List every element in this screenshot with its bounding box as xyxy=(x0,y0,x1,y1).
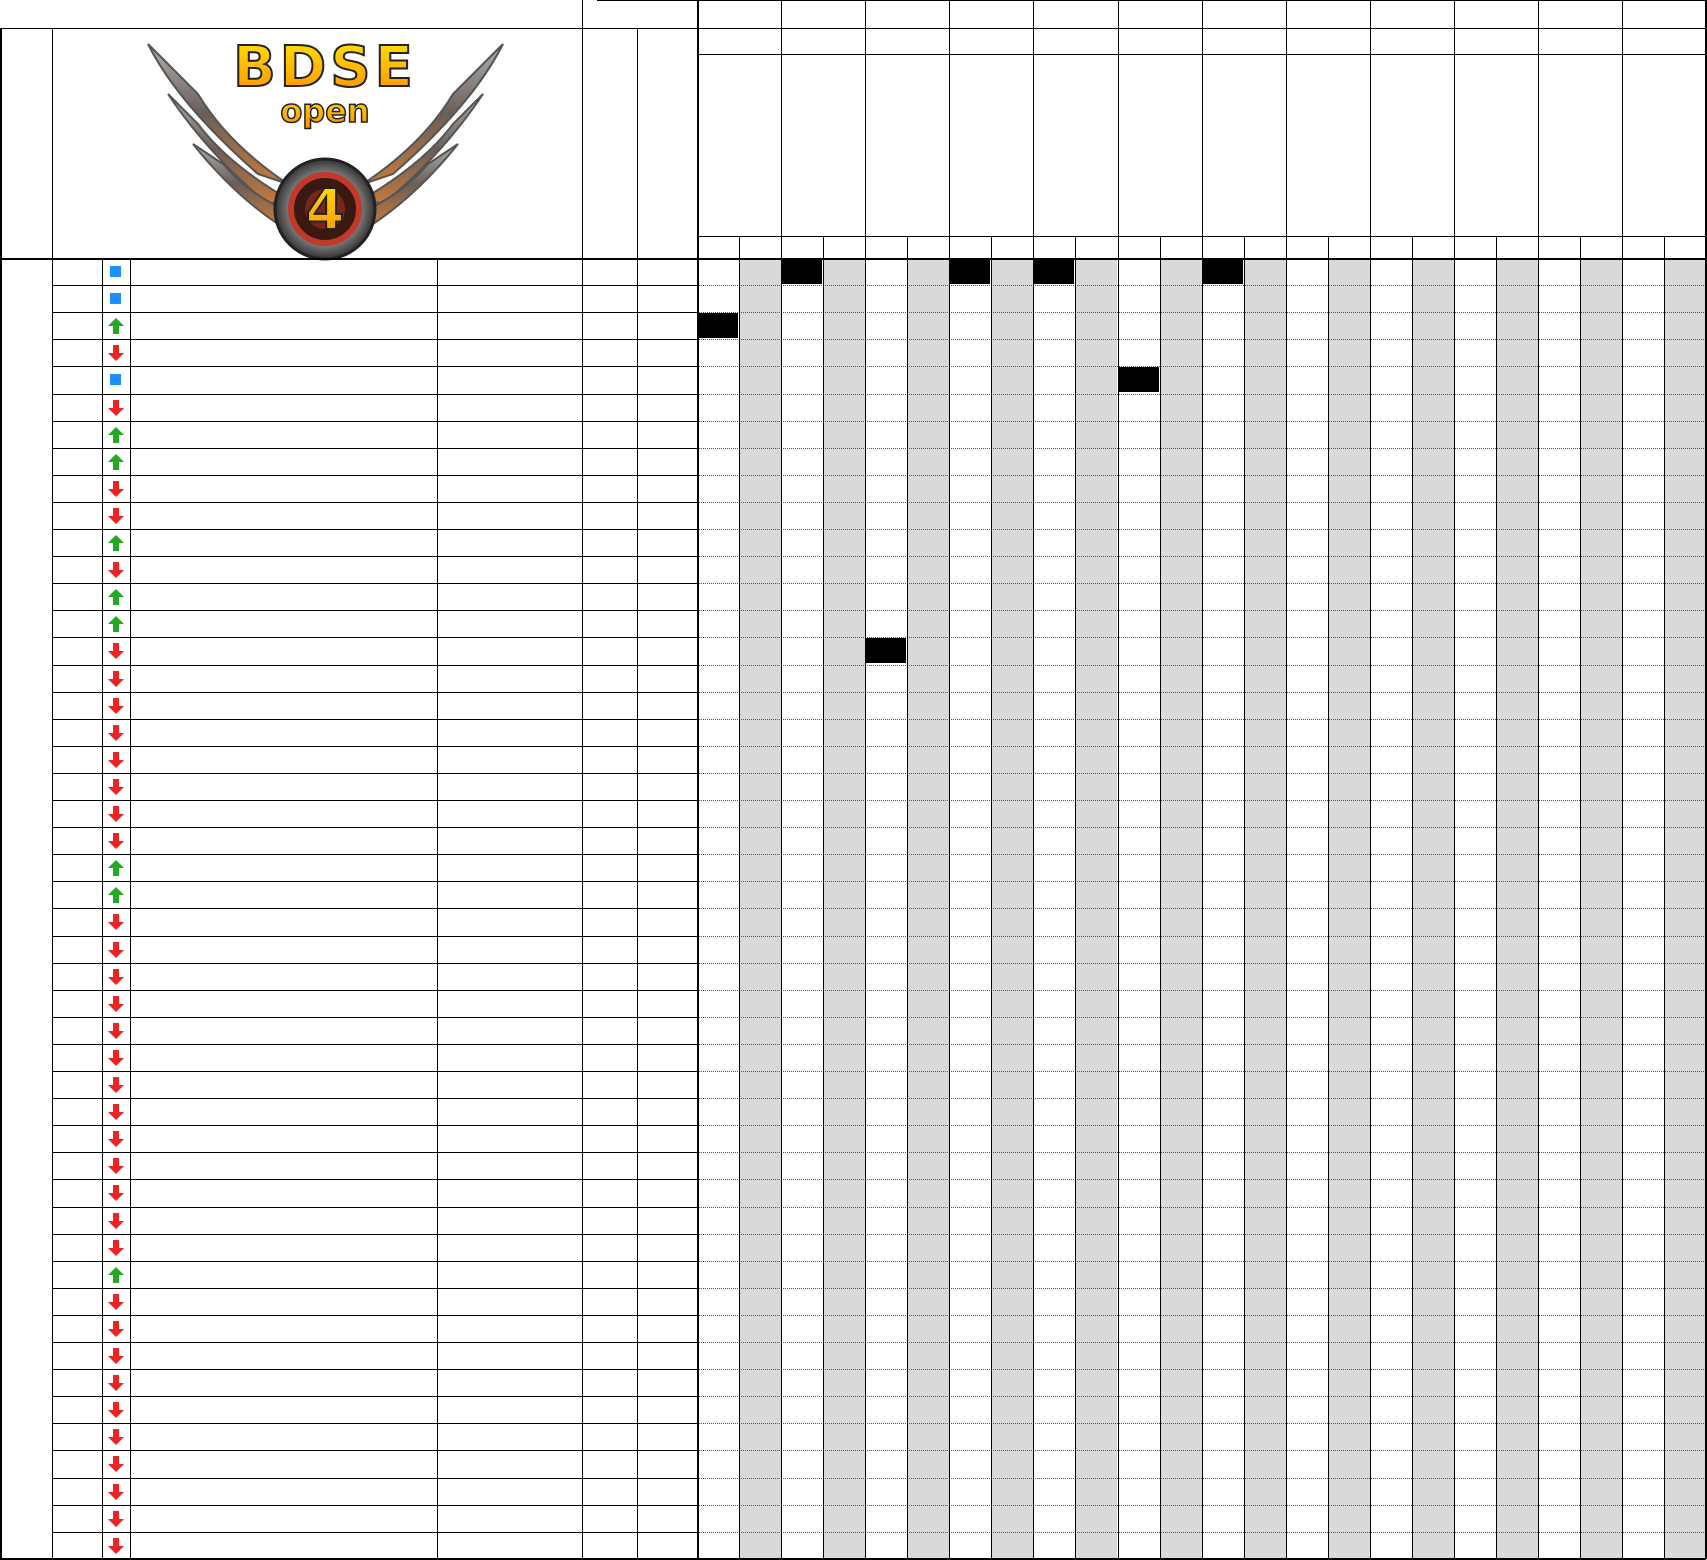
row-line xyxy=(52,1234,697,1235)
grid-line xyxy=(102,258,103,1559)
row-line xyxy=(52,1098,697,1099)
row-line xyxy=(52,665,697,666)
grid-line xyxy=(52,28,53,1559)
first-place-highlight xyxy=(866,638,906,663)
row-line xyxy=(52,881,697,882)
arrow-down-icon xyxy=(107,752,125,773)
grid-line xyxy=(949,0,950,1559)
arrow-up-icon xyxy=(107,1267,125,1288)
arrow-down-icon xyxy=(107,942,125,963)
arrow-down-icon xyxy=(107,1185,125,1206)
arrow-down-icon xyxy=(107,1023,125,1044)
row-line xyxy=(52,1342,697,1343)
grid-line xyxy=(991,236,992,1559)
row-line xyxy=(52,475,697,476)
arrow-up-icon xyxy=(107,860,125,881)
grid-line xyxy=(697,0,699,1559)
row-line xyxy=(52,1532,697,1533)
arrow-down-icon xyxy=(107,725,125,746)
arrow-down-icon xyxy=(107,508,125,529)
arrow-down-icon xyxy=(107,1158,125,1179)
row-line xyxy=(52,637,697,638)
row-line xyxy=(52,827,697,828)
grid-line xyxy=(1454,0,1455,1559)
arrow-down-icon xyxy=(107,833,125,854)
arrow-down-icon xyxy=(107,345,125,366)
arrow-down-icon xyxy=(107,1294,125,1315)
arrow-down-icon xyxy=(107,1131,125,1152)
arrow-up-icon xyxy=(107,318,125,339)
row-line xyxy=(52,366,697,367)
arrow-down-icon xyxy=(107,969,125,990)
row-line xyxy=(52,312,697,313)
first-place-highlight xyxy=(1034,259,1074,284)
row-line xyxy=(52,990,697,991)
arrow-down-icon xyxy=(107,1050,125,1071)
grid-line xyxy=(1286,0,1287,1559)
row-line xyxy=(52,1369,697,1370)
arrow-down-icon xyxy=(107,1321,125,1342)
grid-line xyxy=(597,0,1706,1)
row-line xyxy=(52,854,697,855)
row-line xyxy=(52,339,697,340)
row-line xyxy=(52,1261,697,1262)
row-line xyxy=(52,394,697,395)
row-line xyxy=(52,1071,697,1072)
arrow-down-icon xyxy=(107,1484,125,1505)
arrow-down-icon xyxy=(107,1077,125,1098)
row-line xyxy=(52,1505,697,1506)
first-place-highlight xyxy=(782,259,822,284)
row-line xyxy=(52,1478,697,1479)
arrow-down-icon xyxy=(107,1375,125,1396)
first-place-highlight xyxy=(698,313,738,338)
arrow-down-icon xyxy=(107,779,125,800)
grid-line xyxy=(1580,236,1581,1559)
row-line xyxy=(52,448,697,449)
arrow-down-icon xyxy=(107,1402,125,1423)
grid-line xyxy=(1496,236,1497,1559)
logo-title: BDSE xyxy=(233,35,417,100)
row-line xyxy=(52,1207,697,1208)
unchanged-square-icon xyxy=(110,293,121,304)
arrow-down-icon xyxy=(107,1456,125,1477)
arrow-up-icon xyxy=(107,589,125,610)
arrow-down-icon xyxy=(107,1511,125,1532)
row-line xyxy=(52,936,697,937)
grid-line xyxy=(1664,236,1665,1559)
unchanged-square-icon xyxy=(110,266,121,277)
grid-line xyxy=(637,28,638,1559)
row-line xyxy=(52,1125,697,1126)
arrow-down-icon xyxy=(107,400,125,421)
grid-line xyxy=(0,1558,1706,1560)
arrow-up-icon xyxy=(107,887,125,908)
unchanged-square-icon xyxy=(110,374,121,385)
arrow-down-icon xyxy=(107,1348,125,1369)
arrow-down-icon xyxy=(107,914,125,935)
bdse-open-logo xyxy=(138,34,513,264)
first-place-highlight xyxy=(950,259,990,284)
row-line xyxy=(52,583,697,584)
grid-line xyxy=(1370,0,1371,1559)
row-line xyxy=(52,773,697,774)
grid-line xyxy=(0,258,1706,260)
row-line xyxy=(52,1423,697,1424)
row-line xyxy=(52,1288,697,1289)
grid-line xyxy=(1538,0,1539,1559)
grid-line xyxy=(582,28,583,1559)
arrow-down-icon xyxy=(107,1240,125,1261)
row-line xyxy=(52,692,697,693)
row-line xyxy=(52,746,697,747)
row-line xyxy=(52,529,697,530)
grid-line xyxy=(1033,0,1034,1559)
row-line xyxy=(52,1152,697,1153)
arrow-down-icon xyxy=(107,671,125,692)
grid-line xyxy=(0,28,1706,29)
grid-line xyxy=(1622,0,1623,1559)
logo-number: 4 xyxy=(305,178,345,243)
arrow-down-icon xyxy=(107,643,125,664)
arrow-down-icon xyxy=(107,1213,125,1234)
arrow-down-icon xyxy=(107,1429,125,1450)
row-line xyxy=(52,1450,697,1451)
grid-line xyxy=(1075,236,1076,1559)
row-line xyxy=(52,800,697,801)
arrow-down-icon xyxy=(107,996,125,1017)
arrow-down-icon xyxy=(107,562,125,583)
grid-line xyxy=(1412,236,1413,1559)
arrow-up-icon xyxy=(107,454,125,475)
arrow-down-icon xyxy=(107,806,125,827)
grid-line xyxy=(1328,236,1329,1559)
grid-line xyxy=(1244,236,1245,1559)
row-line xyxy=(52,719,697,720)
row-line xyxy=(52,1017,697,1018)
row-line xyxy=(52,1044,697,1045)
grid-line xyxy=(823,236,824,1559)
grid-line xyxy=(1160,236,1161,1559)
row-line xyxy=(52,1179,697,1180)
row-line xyxy=(52,285,697,286)
arrow-down-icon xyxy=(107,1104,125,1125)
arrow-down-icon xyxy=(107,698,125,719)
first-place-highlight xyxy=(1119,367,1159,392)
grid-line xyxy=(130,258,131,1559)
row-line xyxy=(52,908,697,909)
grid-line xyxy=(1118,0,1119,1559)
first-place-highlight xyxy=(1203,259,1243,284)
grid-line xyxy=(437,258,438,1559)
row-line xyxy=(52,421,697,422)
grid-line xyxy=(739,236,740,1559)
arrow-up-icon xyxy=(107,427,125,448)
row-line xyxy=(52,1315,697,1316)
row-line xyxy=(52,610,697,611)
grid-line xyxy=(1202,0,1203,1559)
arrow-down-icon xyxy=(107,481,125,502)
row-line xyxy=(52,963,697,964)
grid-line xyxy=(907,236,908,1559)
row-line xyxy=(52,502,697,503)
grid-line xyxy=(582,0,583,28)
arrow-up-icon xyxy=(107,616,125,637)
grid-line xyxy=(781,0,782,1559)
arrow-up-icon xyxy=(107,535,125,556)
logo-subtitle: open xyxy=(280,92,370,130)
grid-line xyxy=(0,28,2,1559)
row-line xyxy=(52,556,697,557)
row-line xyxy=(52,1396,697,1397)
grid-line xyxy=(865,0,866,1559)
